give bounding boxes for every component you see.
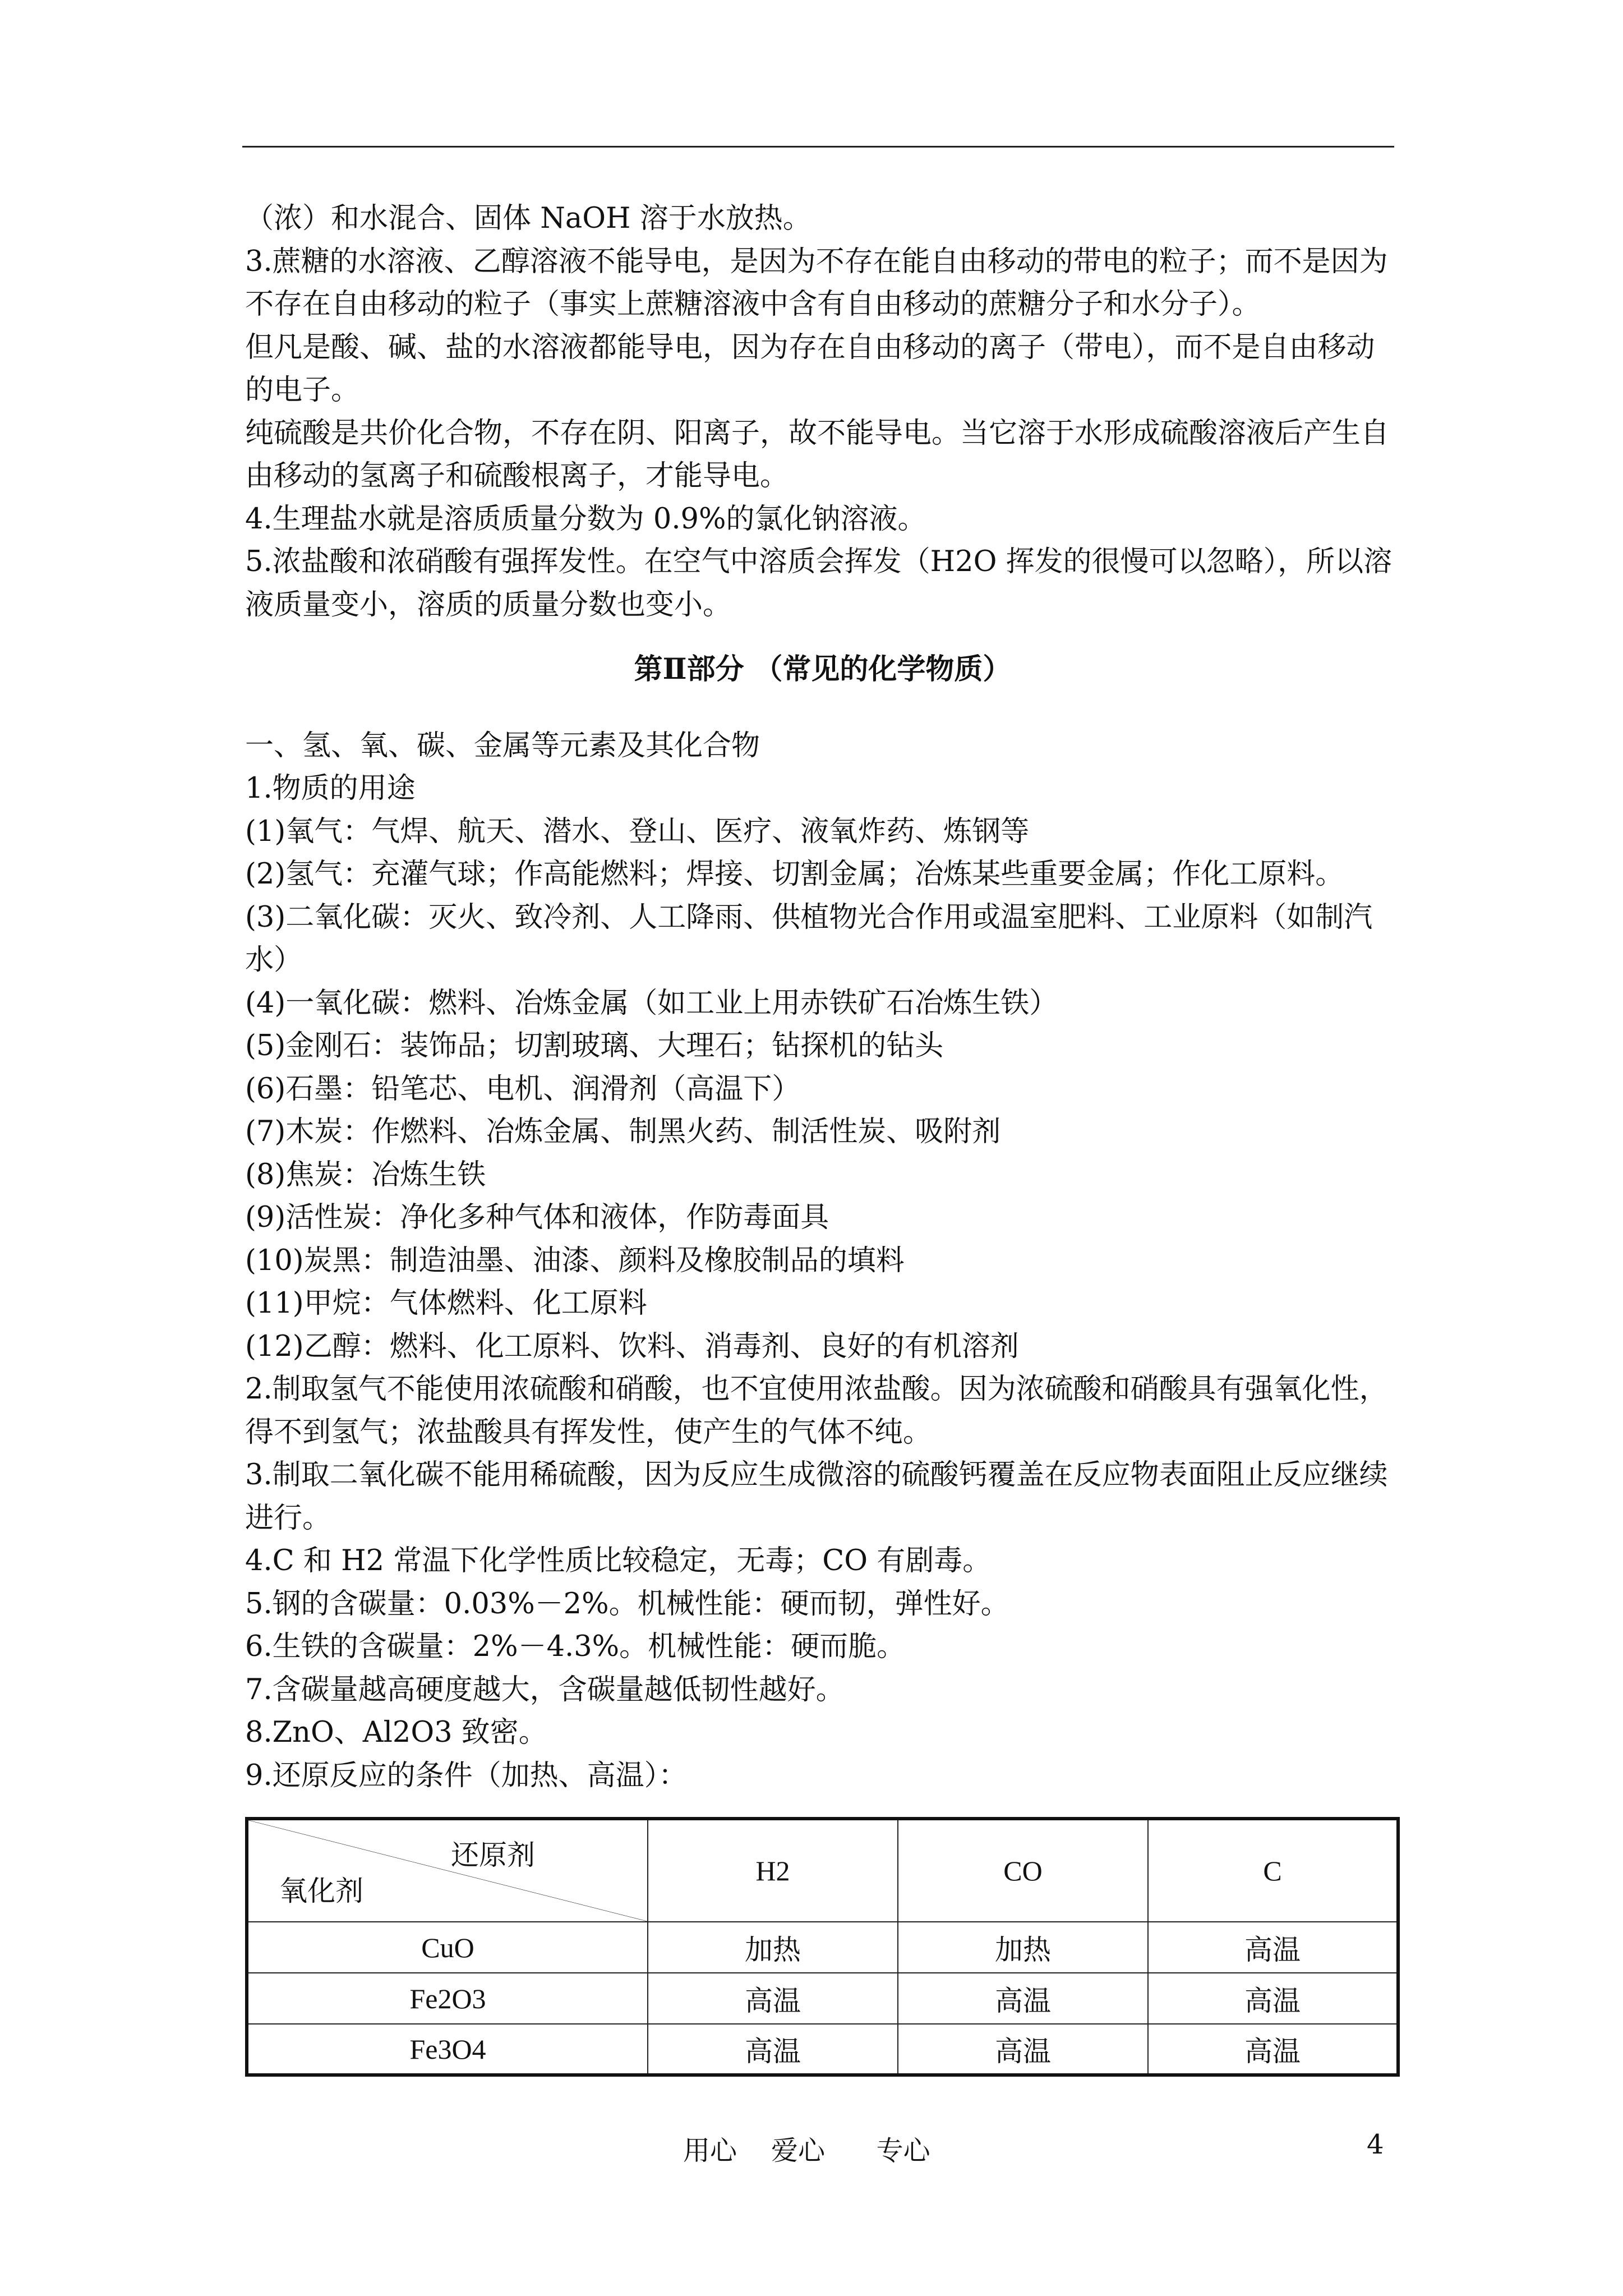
corner-label-oxidizing-agent: 氧化剂 [279, 1875, 363, 1907]
row-header: CuO [247, 1922, 648, 1973]
table-cell: 高温 [1148, 2024, 1398, 2075]
list-item: (10)炭黑：制造油墨、油漆、颜料及橡胶制品的填料 [245, 1244, 905, 1277]
list-item: (11)甲烷：气体燃料、化工原料 [245, 1287, 647, 1320]
table-cell: 高温 [898, 2024, 1148, 2075]
paragraph: （浓）和水混合、固体 NaOH 溶于水放热。 [245, 202, 811, 235]
subheading: 一、氢、氧、碳、金属等元素及其化合物 [245, 729, 760, 762]
list-item: (8)焦炭：冶炼生铁 [245, 1158, 486, 1191]
table-cell: 高温 [1148, 1922, 1398, 1973]
table-cell: 加热 [648, 1922, 898, 1973]
paragraph: 5.浓盐酸和浓硝酸有强挥发性。在空气中溶质会挥发（H2O 挥发的很慢可以忽略），所以溶液质量变小，溶质的质量分数也变小。 [245, 545, 1393, 622]
row-header: Fe2O3 [247, 1973, 648, 2024]
table-corner-cell [247, 1819, 648, 1922]
paragraph: 4.生理盐水就是溶质质量分数为 0.9%的氯化钠溶液。 [245, 502, 926, 536]
paragraph: 6.生铁的含碳量：2%－4.3%。机械性能：硬而脆。 [245, 1630, 906, 1663]
section-heading: 第Ⅱ部分 （常见的化学物质） [634, 652, 1012, 686]
table-cell: 加热 [898, 1922, 1148, 1973]
table-cell: 高温 [898, 1973, 1148, 2024]
list-item: (5)金刚石：装饰品；切割玻璃、大理石；钻探机的钻头 [245, 1029, 944, 1062]
paragraph: 8.ZnO、Al2O3 致密。 [245, 1716, 547, 1749]
footer-motto: 用心 爱心 专心 [683, 2135, 930, 2166]
paragraph: 但凡是酸、碱、盐的水溶液都能导电，因为存在自由移动的离子（带电），而不是自由移动的电子。 [245, 330, 1375, 407]
corner-label-reducing-agent: 还原剂 [451, 1839, 535, 1871]
list-item: (7)木炭：作燃料、冶炼金属、制黑火药、制活性炭、吸附剂 [245, 1115, 1001, 1148]
paragraph: 3.蔗糖的水溶液、乙醇溶液不能导电，是因为不存在能自由移动的带电的粒子；而不是因为不存在自由移动的粒子（事实上蔗糖溶液中含有自由移动的蔗糖分子和水分子）。 [245, 245, 1388, 321]
list-item: (12)乙醇：燃料、化工原料、饮料、消毒剂、良好的有机溶剂 [245, 1329, 1019, 1363]
table-header-row [247, 1819, 1398, 1922]
paragraph: 1.物质的用途 [245, 772, 416, 805]
column-header: H2 [648, 1819, 898, 1922]
list-item: (3)二氧化碳：灭火、致冷剂、人工降雨、供植物光合作用或温室肥料、工业原料（如制汽水） [245, 900, 1373, 977]
list-item: (4)一氧化碳：燃料、冶炼金属（如工业上用赤铁矿石冶炼生铁） [245, 986, 1058, 1020]
list-item: (6)石墨：铅笔芯、电机、润滑剂（高温下） [245, 1072, 801, 1106]
paragraph: 3.制取二氧化碳不能用稀硫酸，因为反应生成微溶的硫酸钙覆盖在反应物表面阻止反应继续进行。 [245, 1458, 1388, 1535]
paragraph: 5.钢的含碳量：0.03%－2%。机械性能：硬而韧，弹性好。 [245, 1587, 1009, 1621]
list-item: (2)氢气：充灌气球；作高能燃料；焊接、切割金属；冶炼某些重要金属；作化工原料。 [245, 858, 1344, 891]
paragraph: 纯硫酸是共价化合物，不存在阴、阳离子，故不能导电。当它溶于水形成硫酸溶液后产生自由移动的氢离子和硫酸根离子，才能导电。 [245, 416, 1390, 493]
table-cell: 高温 [1148, 1973, 1398, 2024]
table-row [247, 1922, 1398, 1973]
paragraph: 2.制取氢气不能使用浓硫酸和硝酸，也不宜使用浓盐酸。因为浓硫酸和硝酸具有强氧化性，得不到氢气；浓盐酸具有挥发性，使产生的气体不纯。 [245, 1373, 1388, 1449]
list-item: (9)活性炭：净化多种气体和液体，作防毒面具 [245, 1201, 829, 1234]
table-cell: 高温 [648, 1973, 898, 2024]
paragraph: 4.C 和 H2 常温下化学性质比较稳定，无毒；CO 有剧毒。 [245, 1544, 992, 1577]
column-header: C [1148, 1819, 1398, 1922]
header-rule [242, 146, 1394, 148]
paragraph: 9.还原反应的条件（加热、高温）： [245, 1759, 688, 1792]
reduction-conditions-table [245, 1817, 1400, 2077]
page-number: 4 [1367, 2129, 1384, 2160]
table-cell: 高温 [648, 2024, 898, 2075]
paragraph: 7.含碳量越高硬度越大，含碳量越低韧性越好。 [245, 1673, 845, 1706]
table-row [247, 1973, 1398, 2024]
document-body [245, 197, 1400, 1797]
list-item: (1)氧气：气焊、航天、潜水、登山、医疗、液氧炸药、炼钢等 [245, 815, 1030, 848]
column-header: CO [898, 1819, 1148, 1922]
row-header: Fe3O4 [247, 2024, 648, 2075]
table-row [247, 2024, 1398, 2075]
